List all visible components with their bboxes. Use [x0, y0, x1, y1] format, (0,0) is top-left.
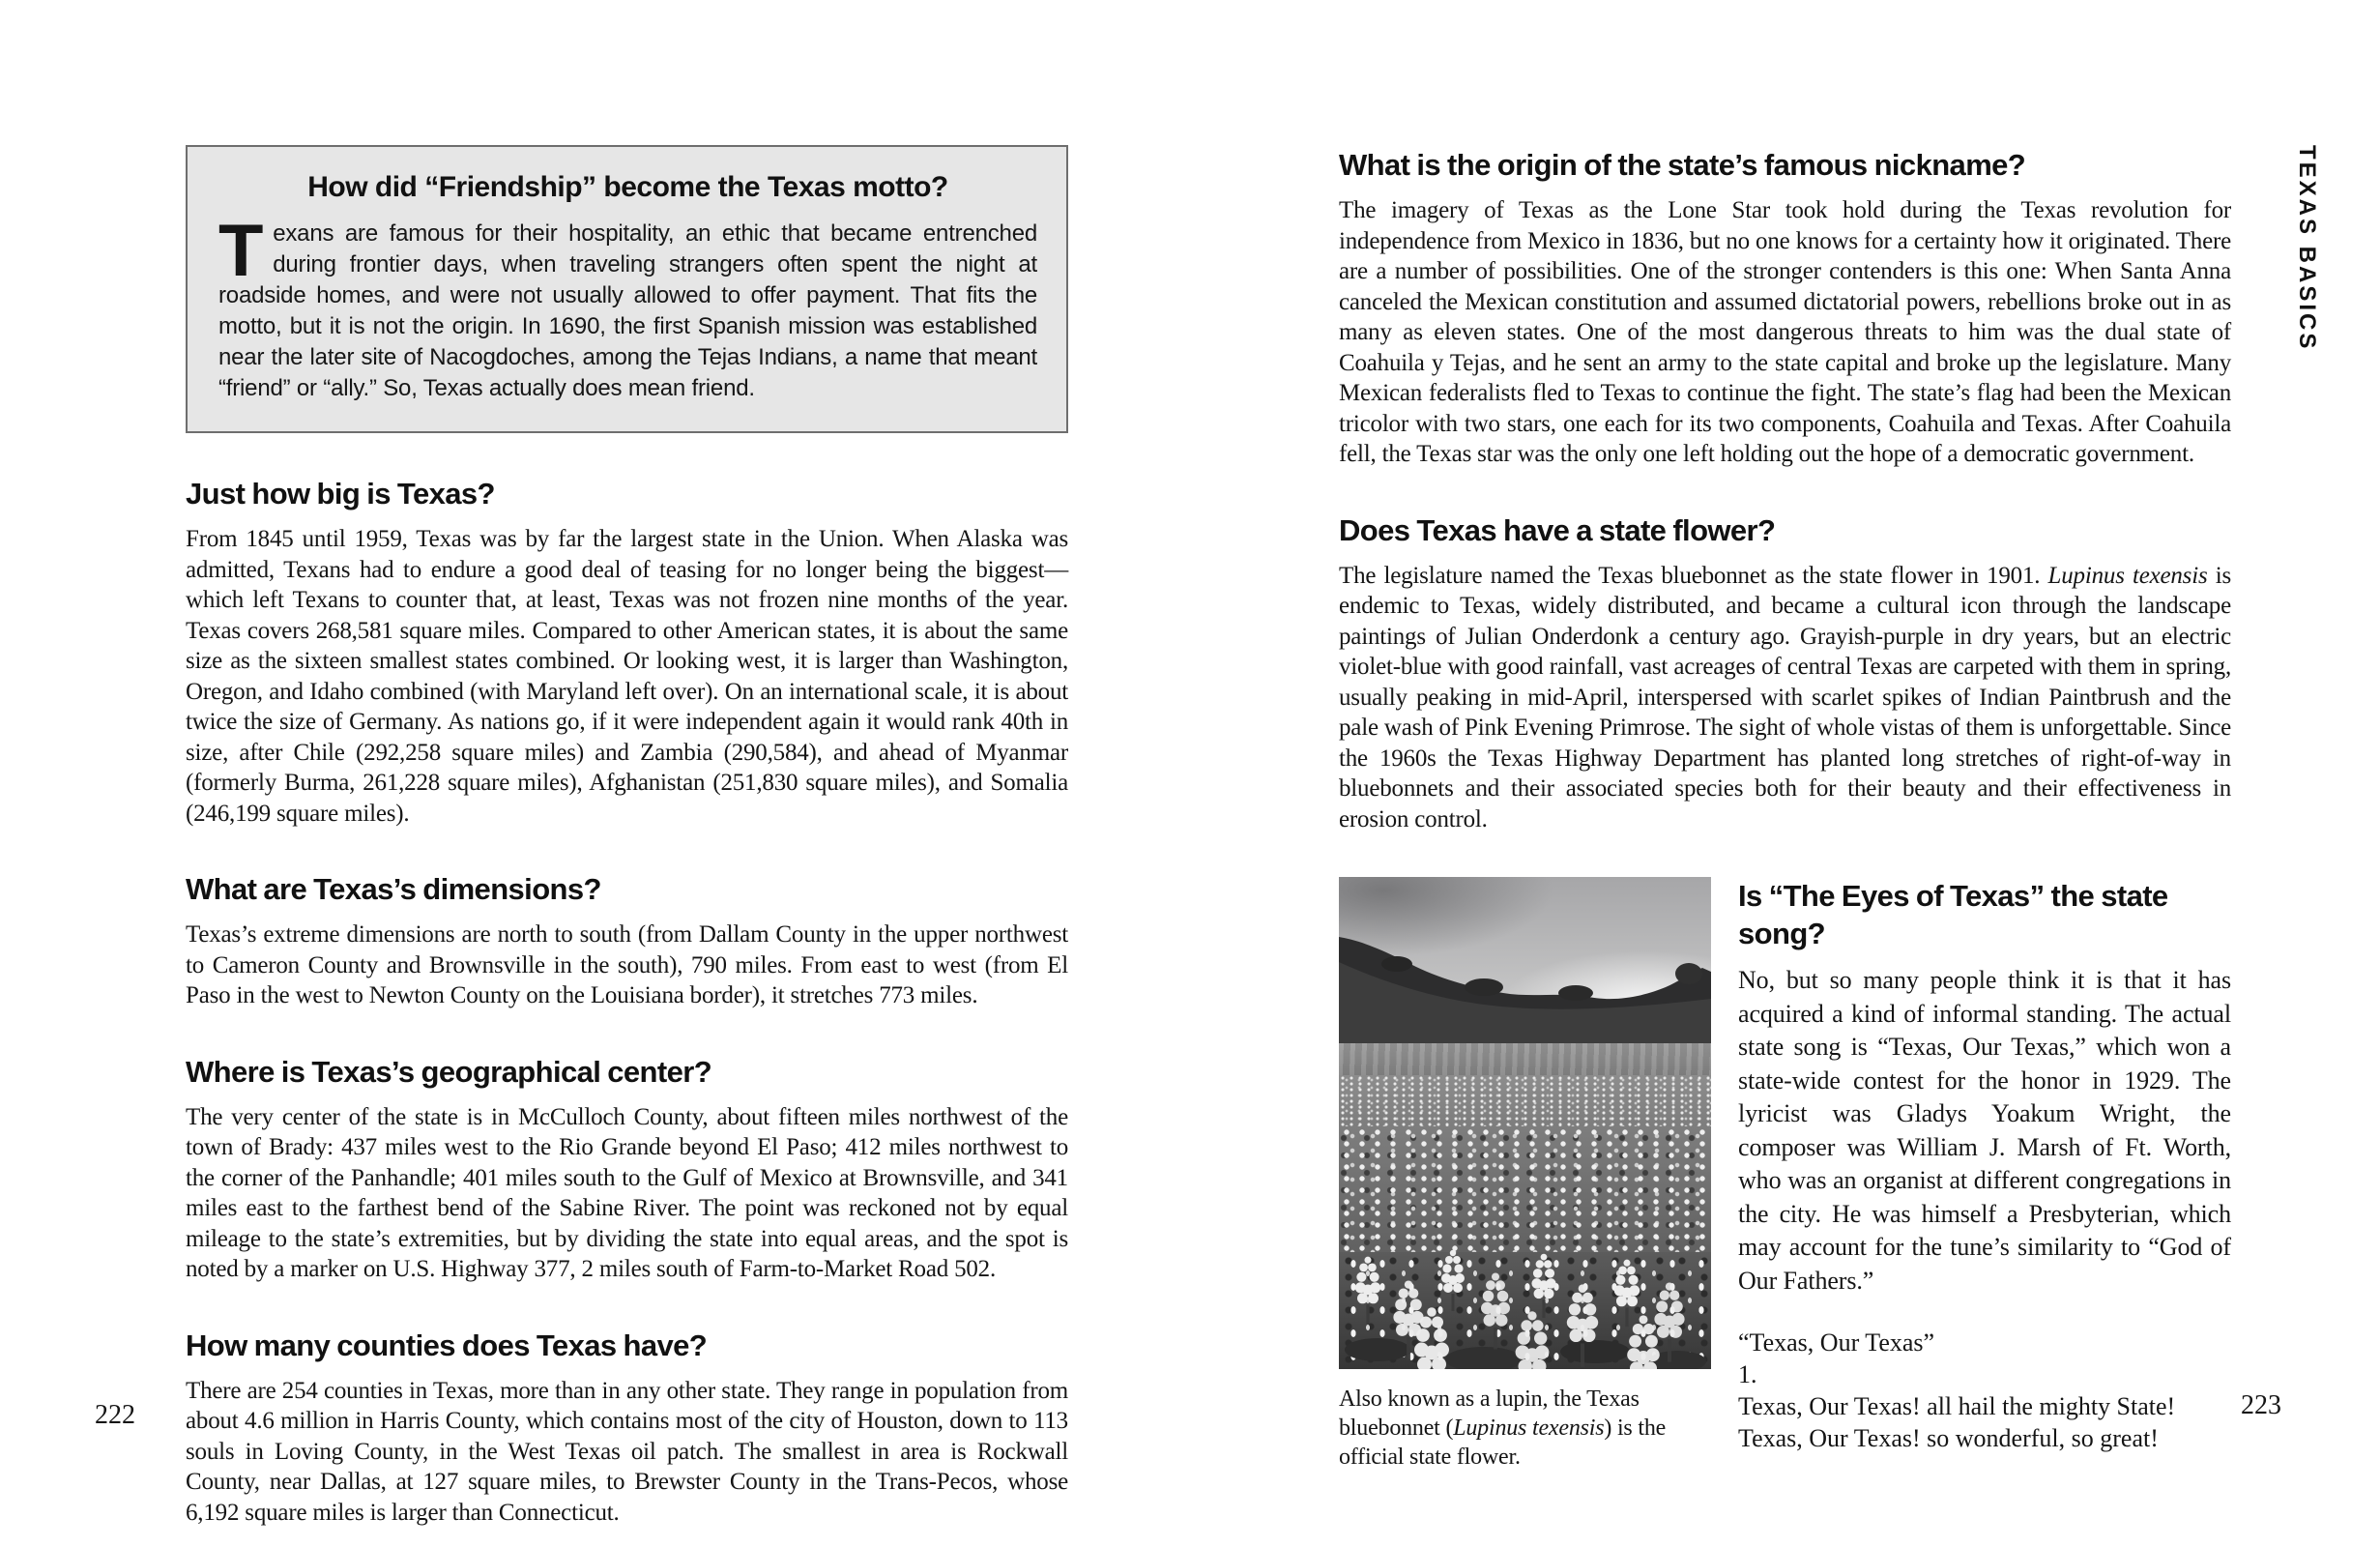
photo-field-far	[1339, 1075, 1711, 1126]
section-nickname	[1339, 147, 2231, 470]
section-body: There are 254 counties in Texas, more than in any other state. They range in population from about 4.6 million in Harris County, which contains most of the city of Houston, down to 113 souls in Loving County, in the West Texas oil patch. The smallest in area is Rockwall County, near Dallas, at 127 square miles, to Brewster County in the Trans-Pecos, whose 6,192 square miles is larger than Connecticut.	[186, 1377, 1068, 1526]
section-state-flower	[1339, 512, 2231, 835]
edge-tab-texas-basics: TEXAS BASICS	[2294, 145, 2320, 352]
page-number-right: 223	[2241, 1390, 2281, 1420]
photo-treeline	[1339, 923, 1711, 1049]
section-heading: How many counties does Texas have?	[186, 1328, 708, 1362]
caption-after: ) is the official state flower.	[1339, 1416, 1667, 1470]
section-heading: Does Texas have a state flower?	[1339, 512, 1776, 547]
lyrics-verse-number: 1.	[1738, 1360, 1757, 1388]
section-counties	[186, 1328, 1068, 1529]
page-right	[1339, 147, 2231, 1472]
lyrics-title: “Texas, Our Texas”	[1738, 1328, 1935, 1357]
motto-infobox	[186, 145, 1068, 433]
caption-before: Also known as a lupin, the Texas bluebonnet (	[1339, 1386, 1640, 1441]
section-dimensions	[186, 871, 1068, 1011]
infobox-body-text: exans are famous for their hospitality, an ethic that became entrenched during frontier days, when traveling strangers often spent the night at roadside homes, and were not usually allowed to offer payment. That fits the motto, but it is not the origin. In 1690, the first Spanish mission was established near the later site of Nacogdoches, among the Tejas Indians, a name that meant “friend” or “ally.” So, Texas actually does mean friend.	[218, 220, 1037, 401]
lyrics-line: Texas, Our Texas! all hail the mighty State!	[1738, 1392, 2176, 1420]
section-how-big	[186, 476, 1068, 829]
section-geographical-center	[186, 1054, 1068, 1285]
section-body: The imagery of Texas as the Lone Star took hold during the Texas revolution for independence from Mexico in 1836, but no one knows for a certainty how it originated. There are a number of possibilities. One of the stronger contenders is this one: When Santa Anna canceled the Mexican constitution and assumed dictatorial powers, rebellions broke out in as many as eleven states. One of the most dangerous threats to him was the dual state of Coahuila y Tejas, and he sent an army to the state capital and broke up the legislature. Many Mexican federalists fled to Texas to continue the fight. The state’s flag had been the Mexican tricolor with two stars, one each for its two components, Coahuila and Texas. After Coahuila fell, the Texas star was the only one left holding out the hope of a democratic government.	[1339, 197, 2231, 467]
section-heading: Just how big is Texas?	[186, 477, 495, 511]
figure-caption	[1339, 1385, 1711, 1472]
song-section	[1738, 877, 2231, 1472]
section-body: From 1845 until 1959, Texas was by far the largest state in the Union. When Alaska was admitted, Texans had to endure a good deal of teasing for no longer being the biggest—which left Texans to counter that, at least, Texas was not frozen nine months of the year. Texas covers 268,581 square miles. Compared to other American states, it is about the same size as the sixteen smallest states combined. Or looking west, it is larger than Washington, Oregon, and Idaho combined (with Maryland left over). On an international scale, it is about twice the size of Germany. As nations go, if it were independent again it would rank 40th in size, after Chile (292,258 square miles) and Zambia (290,584), and ahead of Myanmar (formerly Burma, 261,228 square miles), Afghanistan (251,830 square miles), and Somalia (246,199 square miles).	[186, 526, 1068, 827]
infobox-dropcap: T	[218, 210, 264, 292]
section-heading: Where is Texas’s geographical center?	[186, 1054, 712, 1089]
media-row	[1339, 877, 2231, 1472]
section-heading: Is “The Eyes of Texas” the state song?	[1738, 879, 2168, 950]
section-heading: What is the origin of the state’s famous nickname?	[1339, 148, 2026, 182]
bluebonnet-photo	[1339, 877, 1711, 1369]
flower-body-after: is endemic to Texas, widely distributed, and became a cultural icon through the landscape paintings of Julian Onderdonk a century ago. Grayish-purple in dry years, but an electric violet-blue with good rainfall, vast acreages of central Texas are carpeted with them in spring, usually peaking in mid-April, interspersed with scarlet spikes of Indian Paintbrush and the pale wash of Pink Evening Primrose. The sight of whole vistas of them is unforgettable. Since the 1960s the Texas Highway Department has planted long stretches of right-of-way in bluebonnets and their associated species both for their beauty and their effectiveness in erosion control.	[1339, 562, 2231, 832]
photo-foreground-flowers	[1339, 1205, 1711, 1369]
infobox-body	[218, 210, 1037, 404]
photo-midfield	[1339, 1043, 1711, 1076]
section-body: No, but so many people think it is that it has acquired a kind of informal standing. The actual state song is “Texas, Our Texas,” which won a state-wide contest for the honor in 1929. The lyricist was Gladys Yoakum Wright, the composer was William J. Marsh of Ft. Worth, who was an organist at different congregations in the city. He was himself a Presbyterian, which may account for the tune’s similarity to “God of Our Fathers.”	[1738, 966, 2231, 1295]
page-number-left: 222	[95, 1400, 135, 1430]
bluebonnet-figure	[1339, 877, 1711, 1472]
song-lyrics	[1738, 1327, 2231, 1454]
section-heading: What are Texas’s dimensions?	[186, 872, 601, 906]
lyrics-line: Texas, Our Texas! so wonderful, so great!	[1738, 1424, 2159, 1452]
section-body: The very center of the state is in McCulloch County, about fifteen miles northwest of the town of Brady: 437 miles west to the Rio Grande beyond El Paso; 412 miles northwest to the corner of the Panhandle; 401 miles south to the Gulf of Mexico at Brownsville, and 341 miles east to the farthest bend of the Sabine River. The point was reckoned not by equal mileage to the state’s extremities, but by dividing the state into equal areas, and the spot is noted by a marker on U.S. Highway 377, 2 miles south of Farm-to-Market Road 502.	[186, 1103, 1068, 1282]
infobox-title: How did “Friendship” become the Texas motto?	[307, 171, 948, 203]
caption-species-latin: Lupinus texensis	[1453, 1416, 1605, 1441]
flower-body-before: The legislature named the Texas bluebonnet as the state flower in 1901.	[1339, 562, 2048, 589]
page-left	[186, 145, 1068, 1528]
section-body	[1339, 561, 2231, 835]
flower-species-latin: Lupinus texensis	[2047, 562, 2208, 589]
section-body: Texas’s extreme dimensions are north to south (from Dallam County in the upper northwest to Cameron County and Brownsville in the south), 790 miles. From east to west (from El Paso in the west to Newton County on the Louisiana border), it stretches 773 miles.	[186, 921, 1068, 1008]
